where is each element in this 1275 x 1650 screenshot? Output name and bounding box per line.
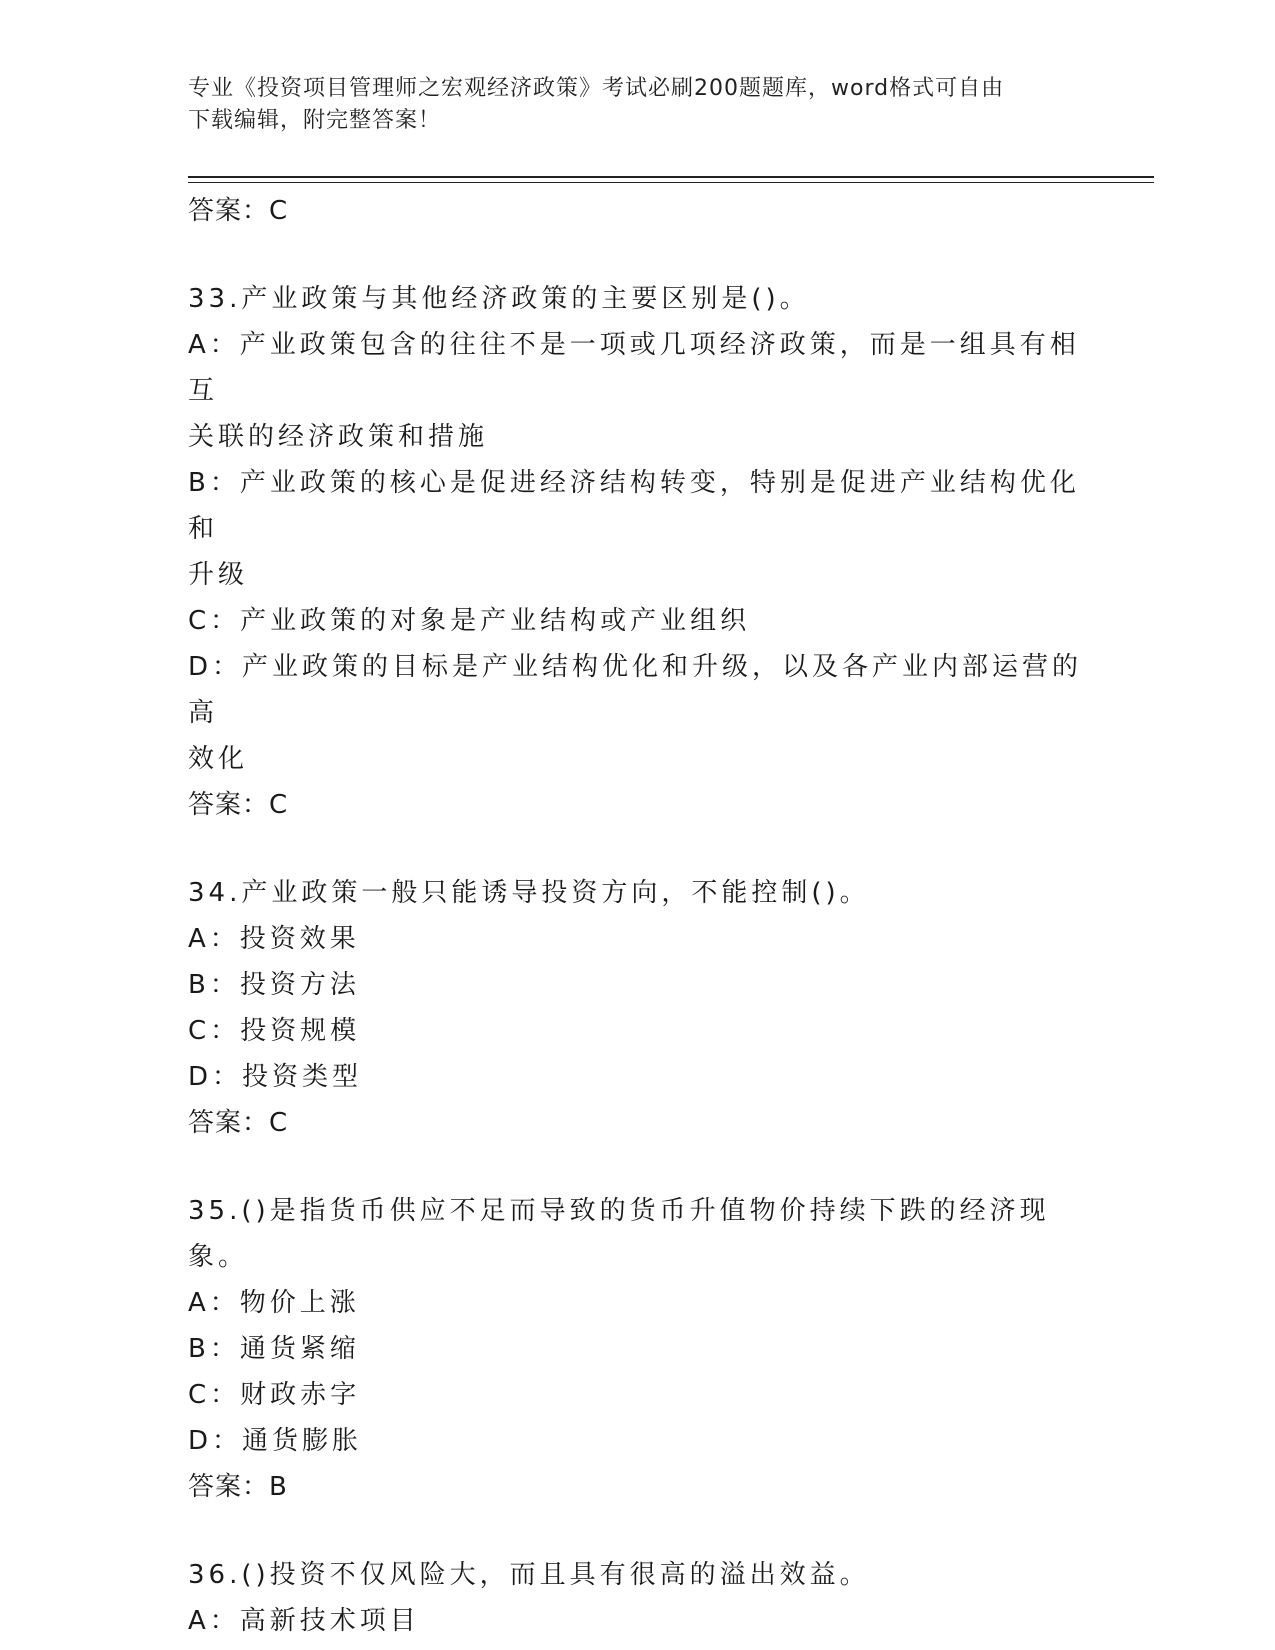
answer-label: 答案： xyxy=(188,1108,270,1138)
option-b-line-2: 升级 xyxy=(188,560,249,590)
answer-value: B xyxy=(269,1472,288,1502)
question-36 xyxy=(188,1552,1088,1644)
spacer xyxy=(188,1510,1088,1552)
option-a: A：物价上涨 xyxy=(188,1288,360,1318)
answer-35 xyxy=(188,1464,1088,1510)
option-d: D：投资类型 xyxy=(188,1062,363,1092)
answer-prev xyxy=(188,188,1088,234)
option-d-line-2: 效化 xyxy=(188,744,249,774)
spacer xyxy=(188,1146,1088,1188)
header-line-2: 下载编辑，附完整答案！ xyxy=(188,108,442,133)
option-b: B：通货紧缩 xyxy=(188,1334,360,1364)
option-b: B：投资方法 xyxy=(188,970,360,1000)
spacer xyxy=(188,828,1088,870)
answer-label: 答案： xyxy=(188,1472,270,1502)
answer-value: C xyxy=(269,1108,289,1138)
answer-label: 答案： xyxy=(188,196,270,226)
question-33 xyxy=(188,276,1088,828)
answer-value: C xyxy=(269,790,289,820)
header-rule-thick xyxy=(188,176,1154,178)
document-header xyxy=(188,73,1068,137)
option-a: A：投资效果 xyxy=(188,924,360,954)
answer-34 xyxy=(188,1100,1088,1146)
header-rule-thin xyxy=(188,182,1154,183)
question-stem: 33.产业政策与其他经济政策的主要区别是()。 xyxy=(188,284,810,314)
option-a-line-1: A：产业政策包含的往往不是一项或几项经济政策，而是一组具有相互 xyxy=(188,330,1080,406)
spacer xyxy=(188,234,1088,276)
question-35 xyxy=(188,1188,1088,1510)
answer-33 xyxy=(188,782,1088,828)
question-stem: 34.产业政策一般只能诱导投资方向，不能控制()。 xyxy=(188,878,870,908)
option-b-line-1: B：产业政策的核心是促进经济结构转变，特别是促进产业结构优化和 xyxy=(188,468,1080,544)
option-d: D：通货膨胀 xyxy=(188,1426,363,1456)
option-a-line-2: 关联的经济政策和措施 xyxy=(188,422,489,452)
option-d-line-1: D：产业政策的目标是产业结构优化和升级，以及各产业内部运营的高 xyxy=(188,652,1083,728)
option-c: C：财政赤字 xyxy=(188,1380,361,1410)
question-34 xyxy=(188,870,1088,1146)
option-c: C：投资规模 xyxy=(188,1016,361,1046)
header-line-1: 专业《投资项目管理师之宏观经济政策》考试必刷200题题库，word格式可自由 xyxy=(188,76,1005,101)
option-a: A：高新技术项目 xyxy=(188,1606,420,1636)
answer-value: C xyxy=(269,196,289,226)
question-stem: 36.()投资不仅风险大，而且具有很高的溢出效益。 xyxy=(188,1560,870,1590)
question-list xyxy=(188,188,1088,1644)
option-c: C：产业政策的对象是产业结构或产业组织 xyxy=(188,606,751,636)
question-stem: 35.()是指货币供应不足而导致的货币升值物价持续下跌的经济现象。 xyxy=(188,1196,1050,1272)
answer-label: 答案： xyxy=(188,790,270,820)
